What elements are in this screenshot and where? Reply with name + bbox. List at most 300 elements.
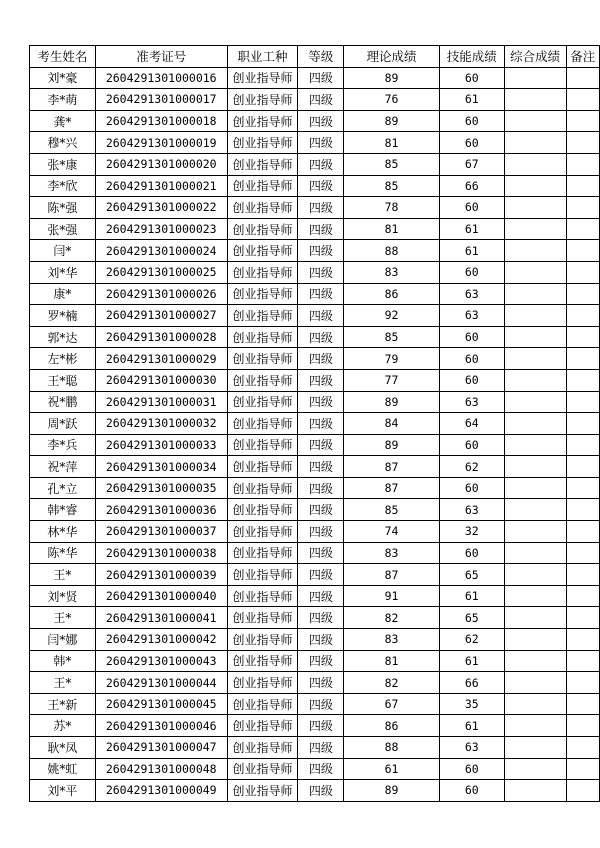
cell-ticket-number: 2604291301000033 [95, 434, 227, 456]
cell-theory-score: 86 [344, 283, 440, 305]
cell-candidate-name: 王*聪 [30, 369, 96, 391]
cell-skill-score: 65 [439, 564, 504, 586]
cell-theory-score: 81 [344, 218, 440, 240]
cell-level: 四级 [298, 240, 344, 262]
cell-skill-score: 60 [439, 542, 504, 564]
cell-candidate-name: 刘*贤 [30, 585, 96, 607]
cell-level: 四级 [298, 348, 344, 370]
cell-remarks [566, 672, 599, 694]
header-level: 等级 [298, 46, 344, 68]
cell-overall-score [504, 434, 566, 456]
cell-ticket-number: 2604291301000032 [95, 413, 227, 435]
table-row [30, 456, 600, 478]
table-row [30, 175, 600, 197]
cell-occupation: 创业指导师 [227, 240, 298, 262]
cell-occupation: 创业指导师 [227, 477, 298, 499]
cell-ticket-number: 2604291301000016 [95, 67, 227, 89]
table-body [30, 67, 600, 801]
cell-occupation: 创业指导师 [227, 218, 298, 240]
table-row [30, 542, 600, 564]
cell-ticket-number: 2604291301000039 [95, 564, 227, 586]
cell-skill-score: 60 [439, 369, 504, 391]
cell-ticket-number: 2604291301000029 [95, 348, 227, 370]
cell-remarks [566, 391, 599, 413]
cell-remarks [566, 197, 599, 219]
cell-theory-score: 89 [344, 434, 440, 456]
table-row [30, 629, 600, 651]
cell-ticket-number: 2604291301000043 [95, 650, 227, 672]
cell-ticket-number: 2604291301000019 [95, 132, 227, 154]
cell-level: 四级 [298, 413, 344, 435]
cell-remarks [566, 283, 599, 305]
cell-ticket-number: 2604291301000041 [95, 607, 227, 629]
cell-level: 四级 [298, 672, 344, 694]
cell-level: 四级 [298, 305, 344, 327]
table-row [30, 110, 600, 132]
cell-overall-score [504, 305, 566, 327]
cell-remarks [566, 261, 599, 283]
cell-occupation: 创业指导师 [227, 197, 298, 219]
cell-level: 四级 [298, 132, 344, 154]
cell-candidate-name: 苏* [30, 715, 96, 737]
cell-remarks [566, 477, 599, 499]
cell-occupation: 创业指导师 [227, 348, 298, 370]
cell-overall-score [504, 499, 566, 521]
table-row [30, 585, 600, 607]
cell-skill-score: 61 [439, 218, 504, 240]
table-row [30, 434, 600, 456]
cell-skill-score: 66 [439, 175, 504, 197]
table-row [30, 305, 600, 327]
cell-candidate-name: 张*康 [30, 153, 96, 175]
table-row [30, 650, 600, 672]
cell-remarks [566, 499, 599, 521]
cell-overall-score [504, 672, 566, 694]
cell-candidate-name: 左*彬 [30, 348, 96, 370]
cell-occupation: 创业指导师 [227, 456, 298, 478]
table-row [30, 153, 600, 175]
cell-theory-score: 84 [344, 413, 440, 435]
cell-overall-score [504, 89, 566, 111]
cell-skill-score: 61 [439, 715, 504, 737]
cell-theory-score: 81 [344, 650, 440, 672]
cell-theory-score: 74 [344, 521, 440, 543]
cell-theory-score: 83 [344, 261, 440, 283]
cell-occupation: 创业指导师 [227, 326, 298, 348]
cell-ticket-number: 2604291301000017 [95, 89, 227, 111]
cell-ticket-number: 2604291301000018 [95, 110, 227, 132]
cell-level: 四级 [298, 758, 344, 780]
cell-candidate-name: 王* [30, 564, 96, 586]
cell-occupation: 创业指导师 [227, 499, 298, 521]
cell-occupation: 创业指导师 [227, 564, 298, 586]
cell-skill-score: 60 [439, 348, 504, 370]
cell-overall-score [504, 780, 566, 802]
cell-theory-score: 85 [344, 153, 440, 175]
cell-candidate-name: 林*华 [30, 521, 96, 543]
cell-skill-score: 61 [439, 240, 504, 262]
cell-level: 四级 [298, 67, 344, 89]
table-row [30, 218, 600, 240]
cell-candidate-name: 龚* [30, 110, 96, 132]
cell-occupation: 创业指导师 [227, 261, 298, 283]
cell-ticket-number: 2604291301000020 [95, 153, 227, 175]
cell-level: 四级 [298, 110, 344, 132]
cell-level: 四级 [298, 650, 344, 672]
cell-overall-score [504, 175, 566, 197]
cell-candidate-name: 孔*立 [30, 477, 96, 499]
cell-ticket-number: 2604291301000038 [95, 542, 227, 564]
cell-occupation: 创业指导师 [227, 391, 298, 413]
table-row [30, 780, 600, 802]
cell-theory-score: 85 [344, 499, 440, 521]
cell-theory-score: 87 [344, 456, 440, 478]
cell-remarks [566, 434, 599, 456]
cell-level: 四级 [298, 564, 344, 586]
cell-skill-score: 61 [439, 650, 504, 672]
cell-skill-score: 62 [439, 629, 504, 651]
cell-theory-score: 88 [344, 240, 440, 262]
cell-theory-score: 85 [344, 326, 440, 348]
table-row [30, 369, 600, 391]
cell-candidate-name: 闫* [30, 240, 96, 262]
cell-level: 四级 [298, 693, 344, 715]
cell-level: 四级 [298, 542, 344, 564]
cell-remarks [566, 175, 599, 197]
cell-remarks [566, 67, 599, 89]
cell-remarks [566, 456, 599, 478]
cell-level: 四级 [298, 607, 344, 629]
cell-overall-score [504, 650, 566, 672]
cell-level: 四级 [298, 197, 344, 219]
cell-theory-score: 85 [344, 175, 440, 197]
cell-theory-score: 87 [344, 477, 440, 499]
cell-remarks [566, 780, 599, 802]
cell-remarks [566, 218, 599, 240]
cell-overall-score [504, 477, 566, 499]
header-name: 考生姓名 [30, 46, 96, 68]
table-row [30, 715, 600, 737]
cell-ticket-number: 2604291301000036 [95, 499, 227, 521]
header-occupation: 职业工种 [227, 46, 298, 68]
cell-candidate-name: 张*强 [30, 218, 96, 240]
cell-remarks [566, 715, 599, 737]
cell-theory-score: 61 [344, 758, 440, 780]
cell-level: 四级 [298, 434, 344, 456]
cell-level: 四级 [298, 391, 344, 413]
cell-remarks [566, 89, 599, 111]
cell-candidate-name: 韩*睿 [30, 499, 96, 521]
cell-candidate-name: 王* [30, 672, 96, 694]
cell-occupation: 创业指导师 [227, 672, 298, 694]
cell-theory-score: 76 [344, 89, 440, 111]
cell-occupation: 创业指导师 [227, 305, 298, 327]
cell-occupation: 创业指导师 [227, 283, 298, 305]
cell-skill-score: 61 [439, 585, 504, 607]
cell-skill-score: 60 [439, 326, 504, 348]
table-row [30, 391, 600, 413]
cell-level: 四级 [298, 261, 344, 283]
cell-remarks [566, 413, 599, 435]
cell-level: 四级 [298, 629, 344, 651]
cell-level: 四级 [298, 477, 344, 499]
cell-ticket-number: 2604291301000035 [95, 477, 227, 499]
cell-remarks [566, 153, 599, 175]
cell-overall-score [504, 758, 566, 780]
cell-candidate-name: 王*新 [30, 693, 96, 715]
header-theory-score: 理论成绩 [344, 46, 440, 68]
table-row [30, 197, 600, 219]
cell-ticket-number: 2604291301000049 [95, 780, 227, 802]
cell-overall-score [504, 218, 566, 240]
cell-level: 四级 [298, 499, 344, 521]
cell-ticket-number: 2604291301000045 [95, 693, 227, 715]
cell-occupation: 创业指导师 [227, 693, 298, 715]
cell-ticket-number: 2604291301000028 [95, 326, 227, 348]
cell-overall-score [504, 132, 566, 154]
cell-occupation: 创业指导师 [227, 132, 298, 154]
table-row [30, 521, 600, 543]
cell-ticket-number: 2604291301000030 [95, 369, 227, 391]
table-row [30, 477, 600, 499]
cell-occupation: 创业指导师 [227, 413, 298, 435]
table-row [30, 326, 600, 348]
cell-remarks [566, 585, 599, 607]
cell-candidate-name: 刘*平 [30, 780, 96, 802]
cell-level: 四级 [298, 175, 344, 197]
cell-theory-score: 83 [344, 542, 440, 564]
cell-candidate-name: 闫*娜 [30, 629, 96, 651]
cell-theory-score: 82 [344, 607, 440, 629]
cell-remarks [566, 326, 599, 348]
cell-occupation: 创业指导师 [227, 780, 298, 802]
cell-occupation: 创业指导师 [227, 737, 298, 759]
cell-skill-score: 60 [439, 780, 504, 802]
cell-skill-score: 61 [439, 89, 504, 111]
cell-ticket-number: 2604291301000037 [95, 521, 227, 543]
cell-overall-score [504, 693, 566, 715]
cell-ticket-number: 2604291301000024 [95, 240, 227, 262]
cell-overall-score [504, 607, 566, 629]
table-row [30, 758, 600, 780]
cell-level: 四级 [298, 89, 344, 111]
cell-overall-score [504, 326, 566, 348]
cell-skill-score: 63 [439, 499, 504, 521]
cell-level: 四级 [298, 715, 344, 737]
cell-theory-score: 87 [344, 564, 440, 586]
cell-skill-score: 60 [439, 110, 504, 132]
cell-skill-score: 60 [439, 261, 504, 283]
cell-remarks [566, 737, 599, 759]
cell-theory-score: 67 [344, 693, 440, 715]
cell-occupation: 创业指导师 [227, 607, 298, 629]
cell-occupation: 创业指导师 [227, 521, 298, 543]
cell-candidate-name: 陈*强 [30, 197, 96, 219]
cell-ticket-number: 2604291301000022 [95, 197, 227, 219]
cell-candidate-name: 姚*虹 [30, 758, 96, 780]
cell-ticket-number: 2604291301000040 [95, 585, 227, 607]
cell-level: 四级 [298, 456, 344, 478]
header-row [30, 46, 600, 68]
cell-overall-score [504, 153, 566, 175]
cell-ticket-number: 2604291301000027 [95, 305, 227, 327]
cell-level: 四级 [298, 585, 344, 607]
cell-candidate-name: 刘*豪 [30, 67, 96, 89]
cell-level: 四级 [298, 737, 344, 759]
cell-theory-score: 89 [344, 391, 440, 413]
cell-theory-score: 82 [344, 672, 440, 694]
cell-candidate-name: 罗*楠 [30, 305, 96, 327]
cell-occupation: 创业指导师 [227, 153, 298, 175]
cell-skill-score: 63 [439, 305, 504, 327]
cell-theory-score: 89 [344, 67, 440, 89]
cell-theory-score: 77 [344, 369, 440, 391]
cell-candidate-name: 周*跃 [30, 413, 96, 435]
cell-level: 四级 [298, 521, 344, 543]
cell-occupation: 创业指导师 [227, 758, 298, 780]
cell-theory-score: 78 [344, 197, 440, 219]
cell-occupation: 创业指导师 [227, 369, 298, 391]
cell-skill-score: 35 [439, 693, 504, 715]
cell-occupation: 创业指导师 [227, 434, 298, 456]
cell-overall-score [504, 369, 566, 391]
cell-overall-score [504, 348, 566, 370]
cell-candidate-name: 陈*华 [30, 542, 96, 564]
cell-remarks [566, 132, 599, 154]
header-overall-score: 综合成绩 [504, 46, 566, 68]
table-row [30, 607, 600, 629]
cell-level: 四级 [298, 218, 344, 240]
cell-candidate-name: 李*欣 [30, 175, 96, 197]
table-row [30, 693, 600, 715]
cell-overall-score [504, 391, 566, 413]
cell-remarks [566, 305, 599, 327]
cell-theory-score: 83 [344, 629, 440, 651]
cell-occupation: 创业指导师 [227, 89, 298, 111]
cell-overall-score [504, 737, 566, 759]
cell-candidate-name: 韩* [30, 650, 96, 672]
cell-remarks [566, 369, 599, 391]
cell-candidate-name: 李*兵 [30, 434, 96, 456]
cell-level: 四级 [298, 283, 344, 305]
table-row [30, 737, 600, 759]
cell-overall-score [504, 197, 566, 219]
cell-remarks [566, 693, 599, 715]
cell-overall-score [504, 564, 566, 586]
cell-candidate-name: 祝*萍 [30, 456, 96, 478]
cell-theory-score: 92 [344, 305, 440, 327]
cell-ticket-number: 2604291301000042 [95, 629, 227, 651]
cell-level: 四级 [298, 153, 344, 175]
table-row [30, 240, 600, 262]
cell-occupation: 创业指导师 [227, 175, 298, 197]
cell-overall-score [504, 715, 566, 737]
cell-occupation: 创业指导师 [227, 585, 298, 607]
table-row [30, 261, 600, 283]
cell-ticket-number: 2604291301000026 [95, 283, 227, 305]
cell-theory-score: 88 [344, 737, 440, 759]
header-skill-score: 技能成绩 [439, 46, 504, 68]
cell-overall-score [504, 456, 566, 478]
cell-skill-score: 67 [439, 153, 504, 175]
cell-level: 四级 [298, 780, 344, 802]
cell-skill-score: 60 [439, 132, 504, 154]
cell-overall-score [504, 110, 566, 132]
cell-ticket-number: 2604291301000021 [95, 175, 227, 197]
cell-level: 四级 [298, 369, 344, 391]
cell-ticket-number: 2604291301000047 [95, 737, 227, 759]
table-row [30, 89, 600, 111]
table-row [30, 564, 600, 586]
cell-candidate-name: 耿*凤 [30, 737, 96, 759]
table-row [30, 283, 600, 305]
cell-remarks [566, 629, 599, 651]
cell-remarks [566, 348, 599, 370]
cell-candidate-name: 刘*华 [30, 261, 96, 283]
table-row [30, 132, 600, 154]
cell-occupation: 创业指导师 [227, 67, 298, 89]
cell-skill-score: 60 [439, 434, 504, 456]
cell-skill-score: 60 [439, 197, 504, 219]
cell-remarks [566, 542, 599, 564]
cell-skill-score: 32 [439, 521, 504, 543]
table-row [30, 67, 600, 89]
cell-skill-score: 64 [439, 413, 504, 435]
cell-candidate-name: 康* [30, 283, 96, 305]
cell-candidate-name: 祝*鹏 [30, 391, 96, 413]
score-table [29, 45, 600, 802]
cell-skill-score: 60 [439, 477, 504, 499]
cell-skill-score: 62 [439, 456, 504, 478]
cell-ticket-number: 2604291301000046 [95, 715, 227, 737]
cell-theory-score: 86 [344, 715, 440, 737]
header-remarks: 备注 [566, 46, 599, 68]
cell-theory-score: 81 [344, 132, 440, 154]
cell-remarks [566, 240, 599, 262]
cell-candidate-name: 郭*达 [30, 326, 96, 348]
cell-skill-score: 63 [439, 737, 504, 759]
cell-occupation: 创业指导师 [227, 650, 298, 672]
cell-skill-score: 65 [439, 607, 504, 629]
cell-skill-score: 60 [439, 67, 504, 89]
cell-remarks [566, 758, 599, 780]
cell-skill-score: 60 [439, 758, 504, 780]
cell-remarks [566, 650, 599, 672]
cell-ticket-number: 2604291301000034 [95, 456, 227, 478]
cell-remarks [566, 607, 599, 629]
cell-theory-score: 79 [344, 348, 440, 370]
header-ticket-number: 准考证号 [95, 46, 227, 68]
cell-occupation: 创业指导师 [227, 629, 298, 651]
cell-theory-score: 89 [344, 110, 440, 132]
cell-ticket-number: 2604291301000025 [95, 261, 227, 283]
cell-candidate-name: 王* [30, 607, 96, 629]
cell-ticket-number: 2604291301000044 [95, 672, 227, 694]
cell-level: 四级 [298, 326, 344, 348]
cell-overall-score [504, 240, 566, 262]
cell-overall-score [504, 542, 566, 564]
cell-skill-score: 63 [439, 391, 504, 413]
cell-ticket-number: 2604291301000023 [95, 218, 227, 240]
cell-overall-score [504, 585, 566, 607]
cell-ticket-number: 2604291301000031 [95, 391, 227, 413]
cell-overall-score [504, 283, 566, 305]
cell-skill-score: 66 [439, 672, 504, 694]
table-row [30, 348, 600, 370]
cell-remarks [566, 521, 599, 543]
cell-occupation: 创业指导师 [227, 110, 298, 132]
cell-remarks [566, 110, 599, 132]
